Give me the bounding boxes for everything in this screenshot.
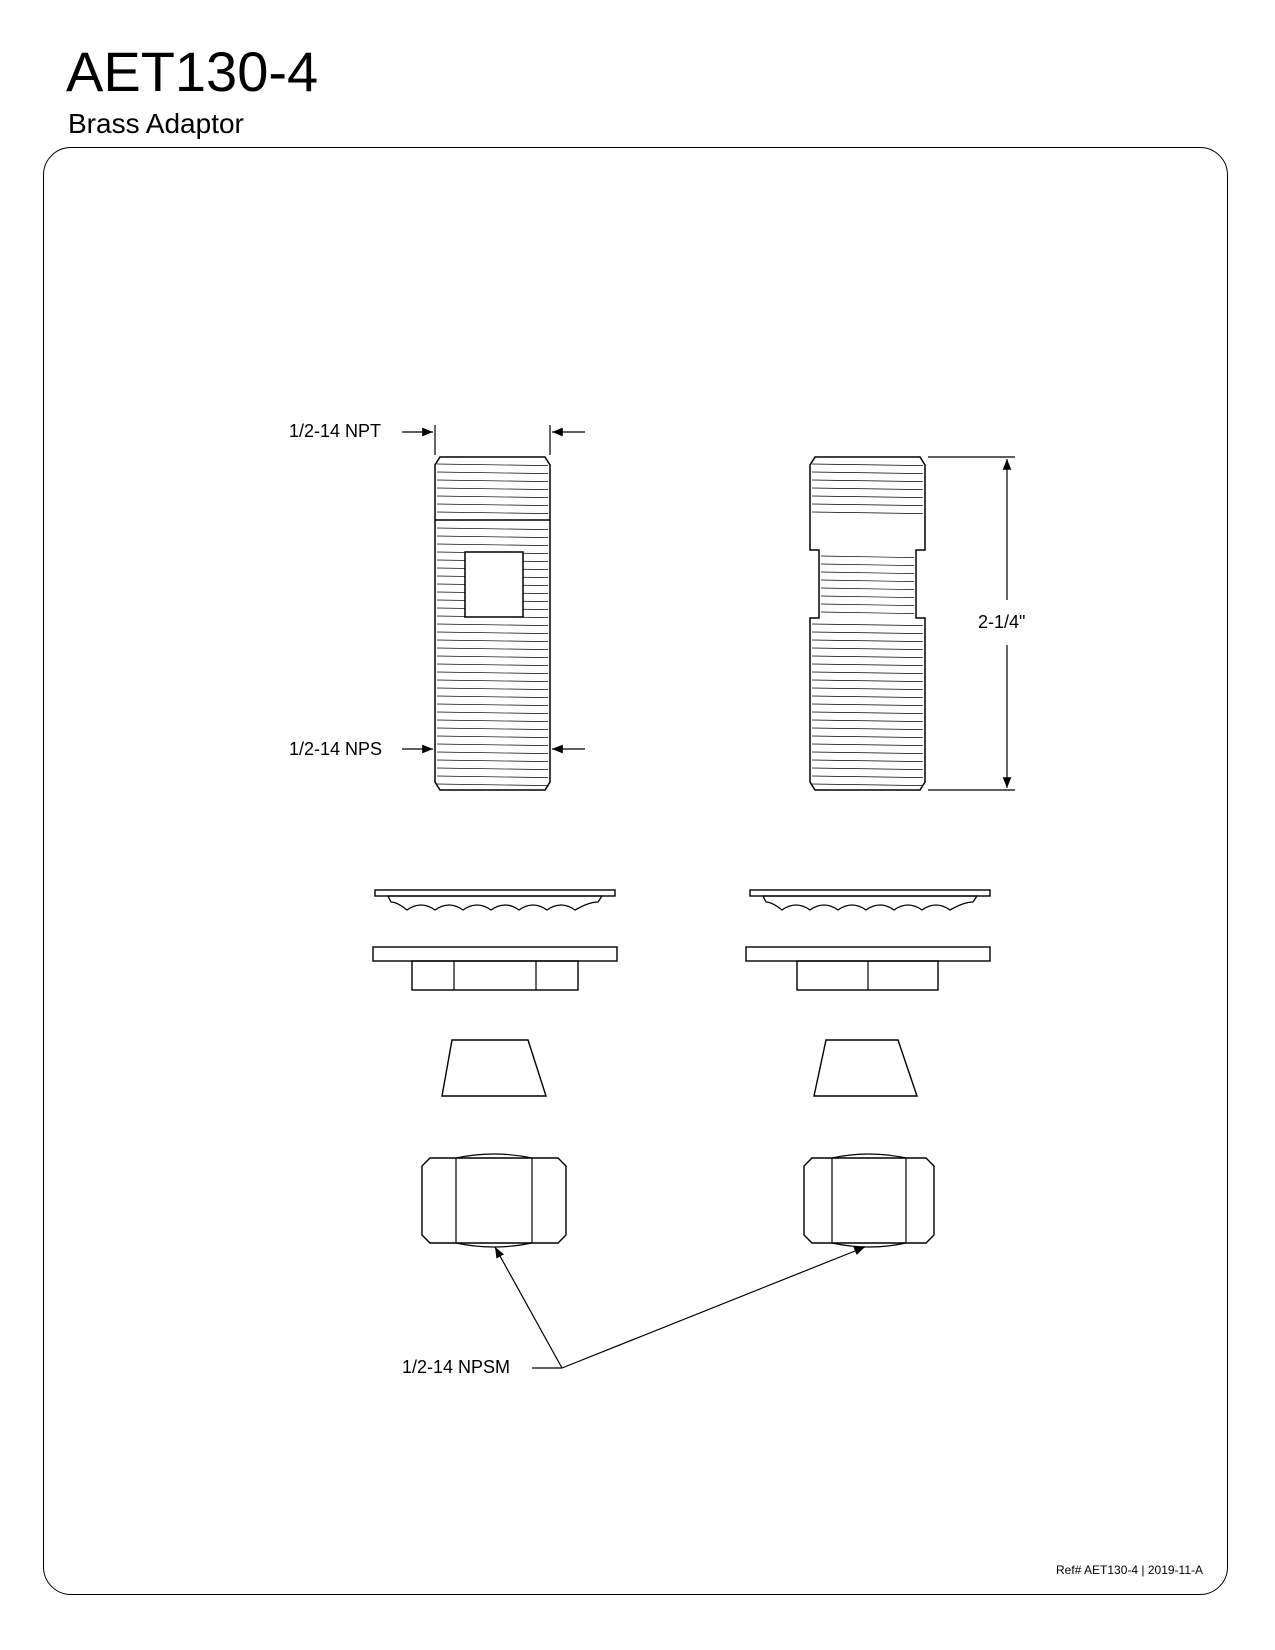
thread-line: [437, 488, 548, 490]
thread-line: [437, 704, 548, 706]
thread-line: [437, 512, 548, 514]
hex-nut-right: [804, 1154, 934, 1247]
thread-line: [812, 704, 923, 706]
thread-line: [437, 688, 548, 690]
strainer-cap-left: [375, 890, 615, 910]
thread-line: [812, 664, 923, 666]
strainer-cap-right: [750, 890, 990, 910]
thread-line: [812, 768, 923, 770]
thread-line: [812, 752, 923, 754]
thread-line: [812, 472, 923, 474]
thread-line: [812, 784, 923, 786]
npt-dimension: [402, 425, 585, 455]
thread-line: [437, 496, 548, 498]
adaptor-front-threads: [437, 464, 548, 786]
thread-line: [812, 632, 923, 634]
thread-line: [437, 720, 548, 722]
thread-line: [437, 784, 548, 786]
thread-line: [812, 680, 923, 682]
thread-line: [812, 512, 923, 514]
thread-line: [437, 504, 548, 506]
thread-line: [437, 536, 548, 538]
thread-line: [437, 544, 548, 546]
thread-line: [812, 488, 923, 490]
thread-line: [812, 624, 923, 626]
thread-line: [437, 648, 548, 650]
thread-line: [437, 480, 548, 482]
thread-line: [437, 664, 548, 666]
thread-line: [812, 640, 923, 642]
thread-line: [437, 640, 548, 642]
thread-line: [437, 696, 548, 698]
thread-line: [812, 712, 923, 714]
thread-line: [437, 768, 548, 770]
thread-line: [821, 612, 914, 614]
adaptor-side-threads: [812, 464, 923, 786]
thread-line: [812, 696, 923, 698]
thread-line: [437, 656, 548, 658]
cone-washer-left: [442, 1040, 546, 1096]
thread-line: [437, 712, 548, 714]
adaptor-side-view: [810, 457, 925, 790]
thread-line: [437, 672, 548, 674]
nps-label: 1/2-14 NPS: [289, 739, 383, 759]
thread-line: [437, 464, 548, 466]
cone-washer-right: [814, 1040, 917, 1096]
thread-line: [821, 580, 914, 582]
page-subtitle: Brass Adaptor: [68, 108, 244, 139]
thread-line: [437, 776, 548, 778]
thread-line: [812, 480, 923, 482]
thread-line: [812, 648, 923, 650]
thread-line: [821, 556, 914, 558]
flange-washer-right: [746, 947, 990, 990]
adaptor-window: [465, 552, 523, 617]
thread-line: [821, 564, 914, 566]
thread-line: [437, 736, 548, 738]
thread-line: [437, 728, 548, 730]
thread-line: [812, 504, 923, 506]
thread-line: [812, 672, 923, 674]
thread-line: [437, 680, 548, 682]
thread-line: [812, 496, 923, 498]
hex-nut-left: [422, 1154, 566, 1247]
thread-line: [437, 744, 548, 746]
thread-line: [812, 464, 923, 466]
adaptor-front-view: [435, 457, 550, 790]
thread-line: [437, 760, 548, 762]
thread-line: [437, 472, 548, 474]
thread-line: [437, 528, 548, 530]
thread-line: [812, 688, 923, 690]
flange-washer-left: [373, 947, 617, 990]
thread-line: [821, 604, 914, 606]
thread-line: [821, 572, 914, 574]
thread-line: [812, 760, 923, 762]
thread-line: [812, 736, 923, 738]
npsm-label: 1/2-14 NPSM: [402, 1357, 511, 1377]
thread-line: [812, 728, 923, 730]
thread-line: [812, 776, 923, 778]
thread-line: [437, 752, 548, 754]
thread-line: [437, 632, 548, 634]
thread-line: [812, 656, 923, 658]
thread-line: [821, 588, 914, 590]
npt-label: 1/2-14 NPT: [289, 421, 382, 441]
reference-number: Ref# AET130-4 | 2019-11-A: [1056, 1563, 1203, 1577]
thread-line: [821, 596, 914, 598]
length-label: 2-1/4": [978, 612, 1026, 632]
thread-line: [812, 720, 923, 722]
page-title: AET130-4: [66, 40, 319, 103]
thread-line: [812, 744, 923, 746]
thread-line: [437, 624, 548, 626]
npsm-leader: [495, 1247, 865, 1368]
